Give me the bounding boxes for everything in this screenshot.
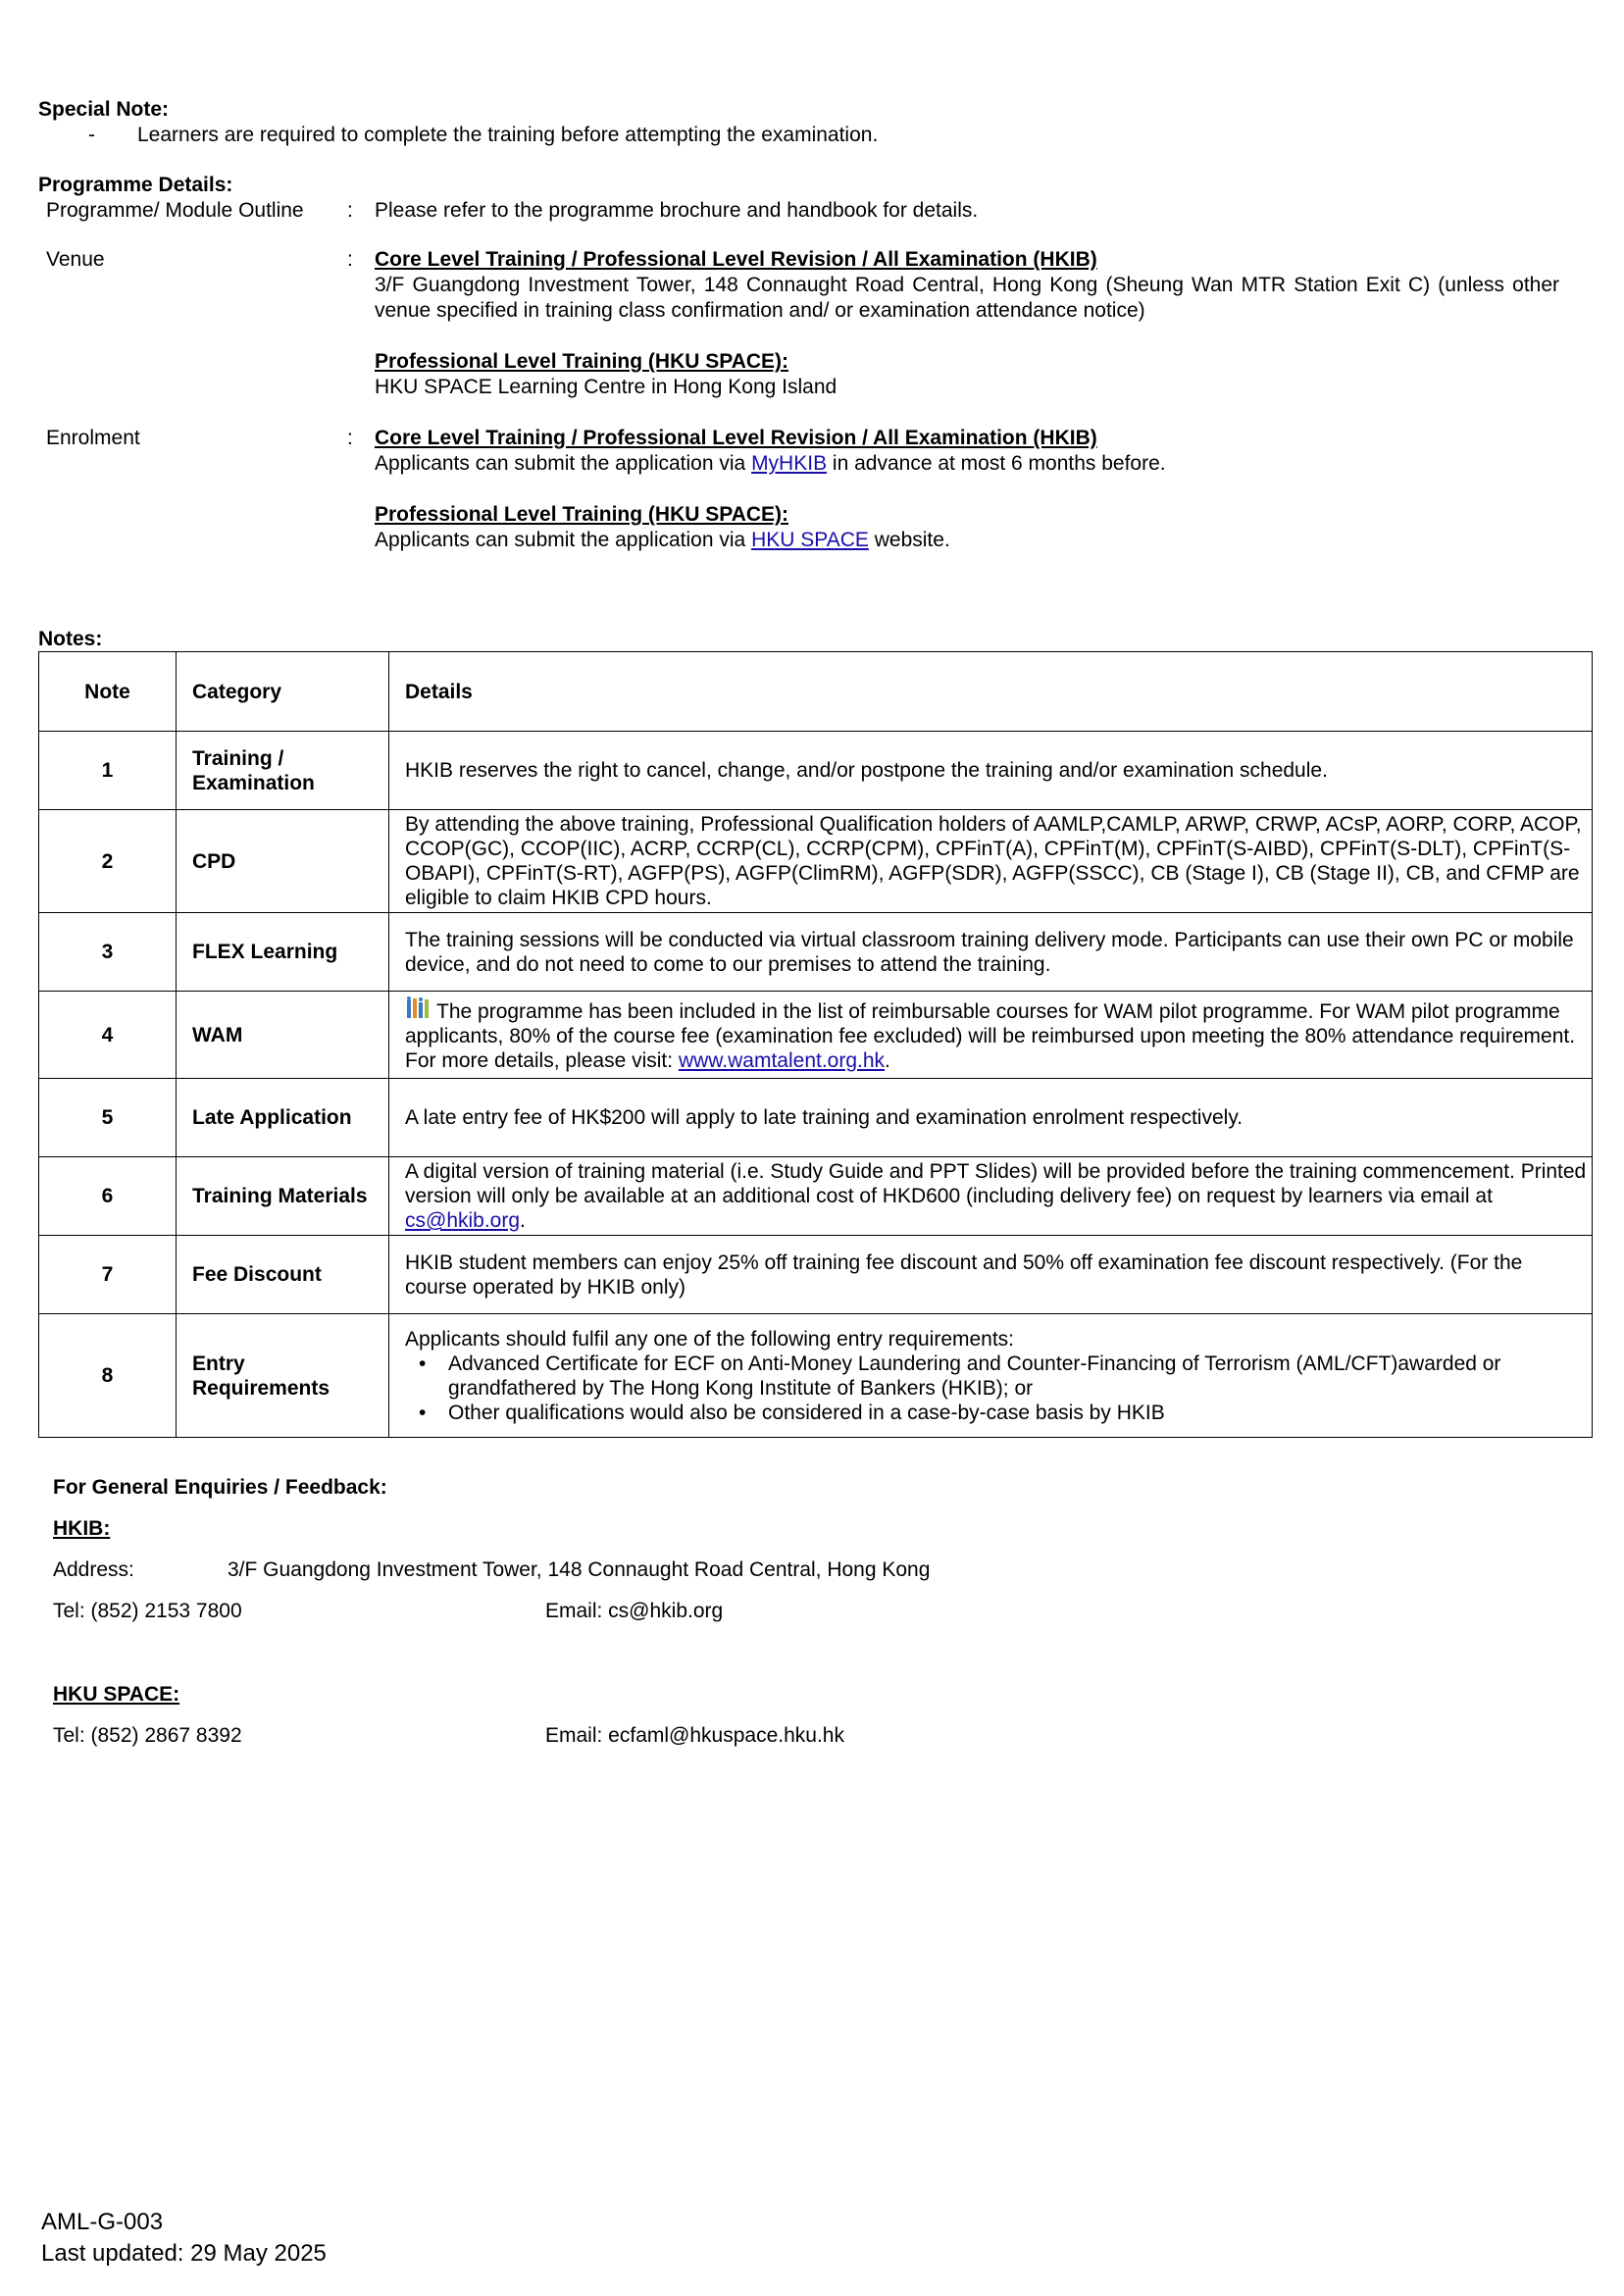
colon: : [347,248,353,271]
programme-details-heading: Programme Details: [38,174,233,196]
wamtalent-link[interactable]: www.wamtalent.org.hk [678,1049,886,1072]
header-details: Details [389,652,1593,732]
note-number: 1 [39,732,177,810]
enrolment-label: Enrolment [46,427,140,449]
wam-details-text: The programme has been included in the list of reimbursable courses for WAM pilot programme. For WAM pilot programme applicants, 80% of the course fee (examination fee excluded) will be reimbursed upon meeting the 80% attendance requirement. For more details, please visit: [405,1000,1576,1072]
note-number: 4 [39,992,177,1079]
special-note-heading: Special Note: [38,98,170,121]
special-note-text: Learners are required to complete the training before attempting the examination. [137,124,879,146]
table-row [39,1236,1593,1314]
address-label: Address: [53,1558,134,1581]
enrol-space-text [375,528,1559,553]
enrol-hkib-text-post: in advance at most 6 months before. [832,452,1166,475]
hku-space-heading: HKU SPACE: [53,1683,180,1706]
enrol-space-heading: Professional Level Training (HKU SPACE): [375,503,789,526]
note-category: Entry Requirements [177,1314,389,1438]
note-category: Training Materials [177,1157,389,1236]
note-category: Training / Examination [177,732,389,810]
note-number: 2 [39,810,177,913]
wam-logo-icon [405,996,431,1020]
table-row [39,913,1593,992]
note-category: WAM [177,992,389,1079]
colon: : [347,199,353,222]
materials-details-text: A digital version of training material (i.e. Study Guide and PPT Slides) will be provided before the training commencement. Printed version will only be available at an additional cost of HKD600 (including delivery fee) on request by learners via email at [405,1160,1587,1207]
venue-space-heading: Professional Level Training (HKU SPACE): [375,350,789,373]
materials-details-end: . [520,1209,526,1232]
outline-value: Please refer to the programme brochure and handbook for details. [375,199,979,222]
note-number: 6 [39,1157,177,1236]
email-link[interactable]: cs@hkib.org [405,1209,521,1232]
note-category: Late Application [177,1079,389,1157]
note-details: HKIB reserves the right to cancel, change, and/or postpone the training and/or examination schedule. [389,732,1593,810]
outline-label: Programme/ Module Outline [46,199,304,222]
enrol-space-text-post: website. [874,529,950,551]
venue-hkib-text: 3/F Guangdong Investment Tower, 148 Connaught Road Central, Hong Kong (Sheung Wan MTR Station Exit C) (unless other venue specified in training class confirmation and/ or examination attendance notice) [375,274,1559,322]
table-row [39,1157,1593,1236]
enquiries-section [53,1475,1230,1764]
enrol-hkib-heading: Core Level Training / Professional Level Revision / All Examination (HKIB) [375,427,1097,449]
note-number: 3 [39,913,177,992]
space-tel: Tel: (852) 2867 8392 [53,1724,242,1747]
note-number: 7 [39,1236,177,1314]
venue-label: Venue [46,248,105,271]
last-updated: Last updated: 29 May 2025 [41,2240,327,2267]
table-row [39,732,1593,810]
note-details: By attending the above training, Professional Qualification holders of AAMLP,CAMLP, ARWP, CRWP, ACsP, AORP, CORP, ACOP, CCOP(GC), CCOP(IIC), ACRP, CCRP(CL), CCRP(CPM), CPFinT(A), CPFinT(M), CPFinT(S-AIBD), CPFinT(S-DLT), CPFinT(S-OBAPI), CPFinT(S-RT), AGFP(PS), AGFP(ClimRM), AGFP(SDR), AGFP(SSCC), CB (Stage I), CB (Stage II), CB, and CFMP are eligible to claim HKIB CPD hours. [389,810,1593,913]
wam-details-end: . [885,1049,890,1072]
notes-heading: Notes: [38,628,103,650]
outline-row [38,198,1598,224]
address-value: 3/F Guangdong Investment Tower, 148 Connaught Road Central, Hong Kong [228,1558,931,1581]
venue-hkib-heading: Core Level Training / Professional Level Revision / All Examination (HKIB) [375,248,1097,271]
table-header-row [39,652,1593,732]
table-row [39,992,1593,1079]
note-number: 5 [39,1079,177,1157]
notes-table [38,651,1593,1438]
table-row [39,1314,1593,1438]
programme-details-section [38,173,1598,553]
document-code: AML-G-003 [41,2209,164,2235]
list-dash: - [88,124,95,146]
enrol-hkib-text-pre: Applicants can submit the application via [375,452,746,475]
note-details [389,1314,1593,1438]
note-number: 8 [39,1314,177,1438]
note-details [389,1157,1593,1236]
colon: : [347,427,353,449]
note-category: FLEX Learning [177,913,389,992]
table-row [39,1079,1593,1157]
enquiries-heading: For General Enquiries / Feedback: [53,1476,387,1499]
hku-space-link[interactable]: HKU SPACE [751,529,869,551]
hkib-email: Email: cs@hkib.org [545,1600,724,1622]
entry-requirements-intro: Applicants should fulfil any one of the following entry requirements: [405,1327,1015,1351]
enrol-hkib-text [375,451,1559,477]
list-item: • Other qualifications would also be considered in a case-by-case basis by HKIB [432,1401,1587,1425]
note-category: Fee Discount [177,1236,389,1314]
space-email: Email: ecfaml@hkuspace.hku.hk [545,1724,844,1747]
special-note-section [38,97,879,148]
enrol-space-text-pre: Applicants can submit the application via [375,529,746,551]
header-note: Note [39,652,177,732]
enrolment-row [38,426,1598,553]
hkib-tel: Tel: (852) 2153 7800 [53,1600,242,1622]
header-category: Category [177,652,389,732]
list-item: • Advanced Certificate for ECF on Anti-Money Laundering and Counter-Financing of Terrorism (AML/CFT)awarded or grandfathered by The Hong Kong Institute of Bankers (HKIB); or [432,1352,1587,1401]
page-footer [41,2207,327,2270]
hkib-heading: HKIB: [53,1517,111,1540]
myhkib-link[interactable]: MyHKIB [751,452,828,475]
note-details: The training sessions will be conducted via virtual classroom training delivery mode. Participants can use their own PC or mobile device, and do not need to come to our premises to attend the training. [389,913,1593,992]
note-details: A late entry fee of HK$200 will apply to late training and examination enrolment respectively. [389,1079,1593,1157]
note-category: CPD [177,810,389,913]
note-details [389,992,1593,1079]
entry-requirements-list [405,1352,1587,1425]
table-row [39,810,1593,913]
venue-space-text: HKU SPACE Learning Centre in Hong Kong Island [375,376,837,398]
venue-row [38,247,1598,400]
note-details: HKIB student members can enjoy 25% off training fee discount and 50% off examination fee discount respectively. (For the course operated by HKIB only) [389,1236,1593,1314]
